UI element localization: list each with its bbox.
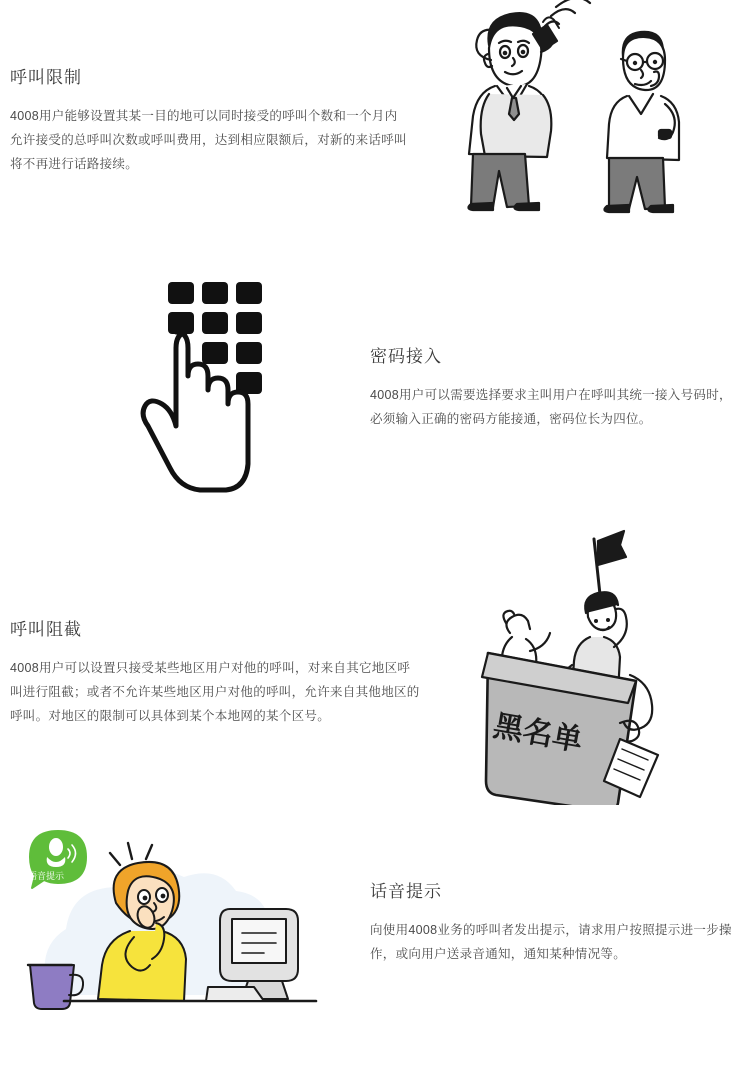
section-title: 呼叫阻截 [10, 620, 82, 639]
section-text-block [370, 345, 738, 431]
blacklist-label: 黑名单 [490, 709, 585, 758]
section-title: 话音提示 [370, 882, 442, 901]
section-body: 4008用户能够设置其某一目的地可以同时接受的呼叫个数和一个月内允许接受的总呼叫次数或呼叫费用，达到相应限额后，对新的来话呼叫将不再进行话路接续。 [10, 109, 407, 171]
section-text-block [370, 880, 735, 966]
section-title: 呼叫限制 [10, 68, 82, 87]
section-body: 4008用户可以设置只接受某些地区用户对他的呼叫，对来自其它地区呼叫进行阻截；或者不允许某些地区用户对他的呼叫，允许来自其他地区的呼叫。对地区的限制可以具体到某个本地网的某个区号。 [10, 661, 420, 723]
worried-men-phone-icon [455, 0, 740, 215]
voice-prompt-scene-icon [20, 825, 340, 1015]
section-body: 向使用4008业务的呼叫者发出提示，请求用户按照提示进一步操作，或向用户送录音通知，通知某种情况等。 [370, 923, 732, 961]
hand-keypad-icon [90, 270, 320, 530]
voice-badge-label: 语音提示 [27, 871, 65, 881]
blacklist-bag-icon [470, 525, 720, 805]
section-text-block [10, 66, 410, 176]
section-body: 4008用户可以需要选择要求主叫用户在呼叫其统一接入号码时，必须输入正确的密码方能接通，密码位长为四位。 [370, 388, 732, 426]
section-title: 密码接入 [370, 347, 442, 366]
section-text-block [10, 618, 420, 728]
